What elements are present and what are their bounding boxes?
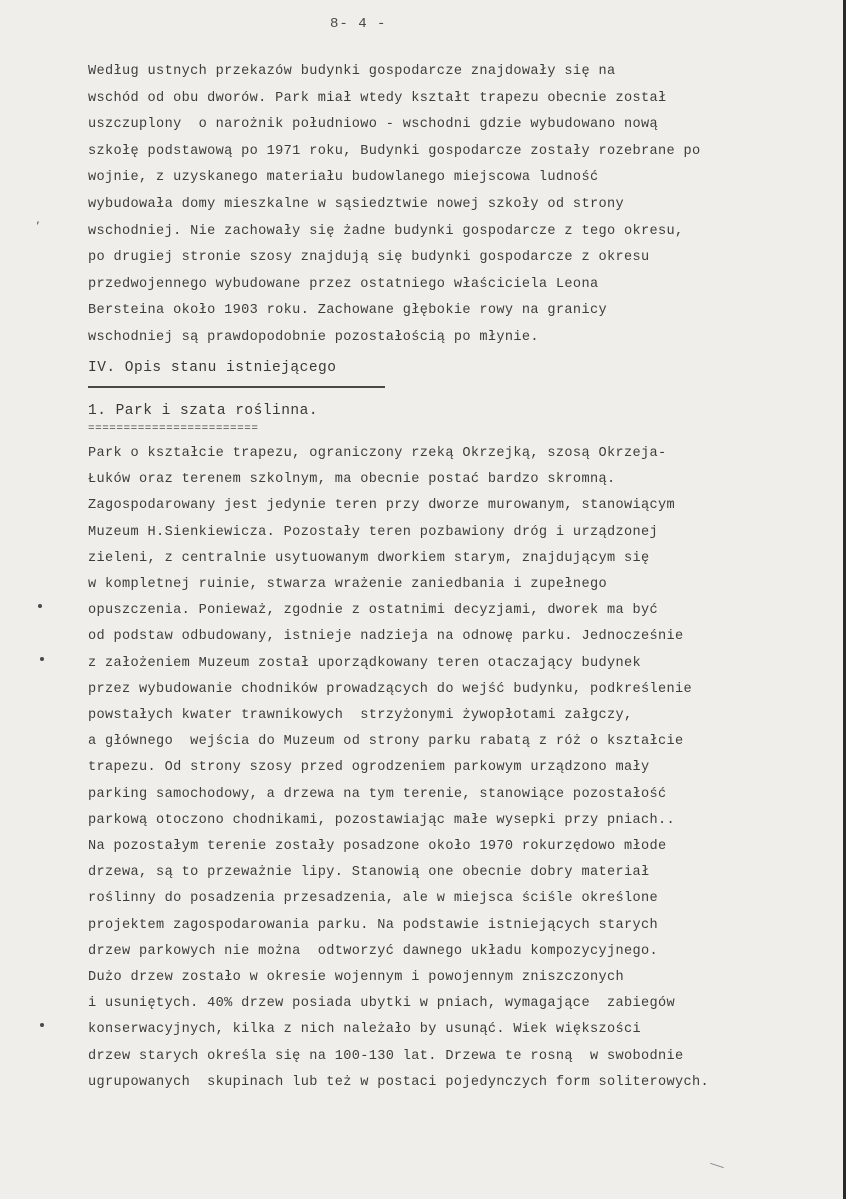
text-line: drzew parkowych nie można odtworzyć dawnego układu kompozycyjnego.	[88, 943, 659, 959]
text-line: powstałych kwater trawnikowych strzyżonymi żywopłotami załgczy,	[88, 708, 633, 723]
subsection-heading-underline: ========================	[88, 423, 259, 435]
text-line: parking samochodowy, a drzewa na tym terenie, stanowiące pozostałość	[88, 786, 667, 802]
text-line: uszczuplony o narożnik południowo - wschodni gdzie wybudowano nową	[88, 117, 659, 133]
margin-mark: ,	[36, 212, 40, 226]
scan-mark	[710, 1163, 724, 1168]
text-line: roślinny do posadzenia przesadzenia, ale w miejsca ściśle określone	[88, 891, 659, 907]
text-line: zieleni, z centralnie usytuowanym dworkiem starym, znajdującym się	[88, 550, 650, 566]
subsection-heading: 1. Park i szata roślinna.	[88, 403, 319, 419]
text-line: Zagospodarowany jest jedynie teren przy dworze murowanym, stanowiącym	[88, 498, 676, 514]
text-line: parkową otoczono chodnikami, pozostawiając małe wysepki przy pniach..	[88, 812, 676, 828]
text-line: wojnie, z uzyskanego materiału budowlanego miejscowa ludność	[88, 170, 599, 186]
margin-dot	[38, 604, 42, 608]
text-line: Bersteina około 1903 roku. Zachowane głębokie rowy na granicy	[88, 303, 607, 319]
page-number: 8- 4 -	[330, 16, 387, 32]
text-line: Łuków oraz terenem szkolnym, ma obecnie postać bardzo skromną.	[88, 472, 616, 488]
text-line: z założeniem Muzeum został uporządkowany teren otaczający budynek	[88, 655, 641, 671]
text-line: wybudowała domy mieszkalne w sąsiedztwie nowej szkoły od strony	[88, 197, 624, 212]
text-line: Dużo drzew zostało w okresie wojennym i powojennym zniszczonych	[88, 970, 624, 985]
text-line: szkołę podstawową po 1971 roku, Budynki gospodarcze zostały rozebrane po	[88, 143, 701, 159]
text-line: wschód od obu dworów. Park miał wtedy kształt trapezu obecnie został	[88, 90, 667, 106]
section-heading: IV. Opis stanu istniejącego	[88, 360, 337, 376]
margin-dot	[40, 657, 44, 661]
text-line: projektem zagospodarowania parku. Na podstawie istniejących starych	[88, 917, 659, 933]
text-line: konserwacyjnych, kilka z nich należało by usunąć. Wiek większości	[88, 1022, 641, 1038]
text-line: Muzeum H.Sienkiewicza. Pozostały teren pozbawiony dróg i urządzonej	[88, 524, 659, 540]
text-line: od podstaw odbudowany, istnieje nadzieja na odnowę parku. Jednocześnie	[88, 629, 684, 645]
text-line: trapezu. Od strony szosy przed ogrodzeniem parkowym urządzono mały	[88, 760, 650, 776]
text-line: drzew starych określa się na 100-130 lat. Drzewa te rosną w swobodnie	[88, 1048, 684, 1064]
text-line: w kompletnej ruinie, stwarza wrażenie zaniedbania i zupełnego	[88, 577, 607, 592]
section-heading-underline	[88, 386, 385, 388]
text-line: przez wybudowanie chodników prowadzących do wejść budynku, podkreślenie	[88, 681, 693, 697]
text-line: po drugiej stronie szosy znajdują się budynki gospodarcze z okresu	[88, 250, 650, 266]
text-line: wschodniej są prawdopodobnie pozostałością po młynie.	[88, 330, 539, 345]
text-line: i usuniętych. 40% drzew posiada ubytki w pniach, wymagające zabiegów	[88, 996, 676, 1012]
text-line: Na pozostałym terenie zostały posadzone około 1970 rokurzędowo młode	[88, 839, 667, 854]
margin-dot	[40, 1023, 44, 1027]
text-line: Według ustnych przekazów budynki gospodarcze znajdowały się na	[88, 64, 616, 79]
text-line: ugrupowanych skupinach lub też w postaci pojedynczych form soliterowych.	[88, 1074, 710, 1090]
text-line: opuszczenia. Ponieważ, zgodnie z ostatnimi decyzjami, dworek ma być	[88, 603, 659, 619]
text-line: Park o kształcie trapezu, ograniczony rzeką Okrzejką, szosą Okrzeja-	[88, 446, 667, 461]
text-line: drzewa, są to przeważnie lipy. Stanowią one obecnie dobry materiał	[88, 865, 650, 881]
text-line: a głównego wejścia do Muzeum od strony parku rabatą z róż o kształcie	[88, 734, 684, 750]
text-line: wschodniej. Nie zachowały się żadne budynki gospodarcze z tego okresu,	[88, 223, 684, 239]
text-line: przedwojennego wybudowane przez ostatniego właściciela Leona	[88, 276, 599, 292]
